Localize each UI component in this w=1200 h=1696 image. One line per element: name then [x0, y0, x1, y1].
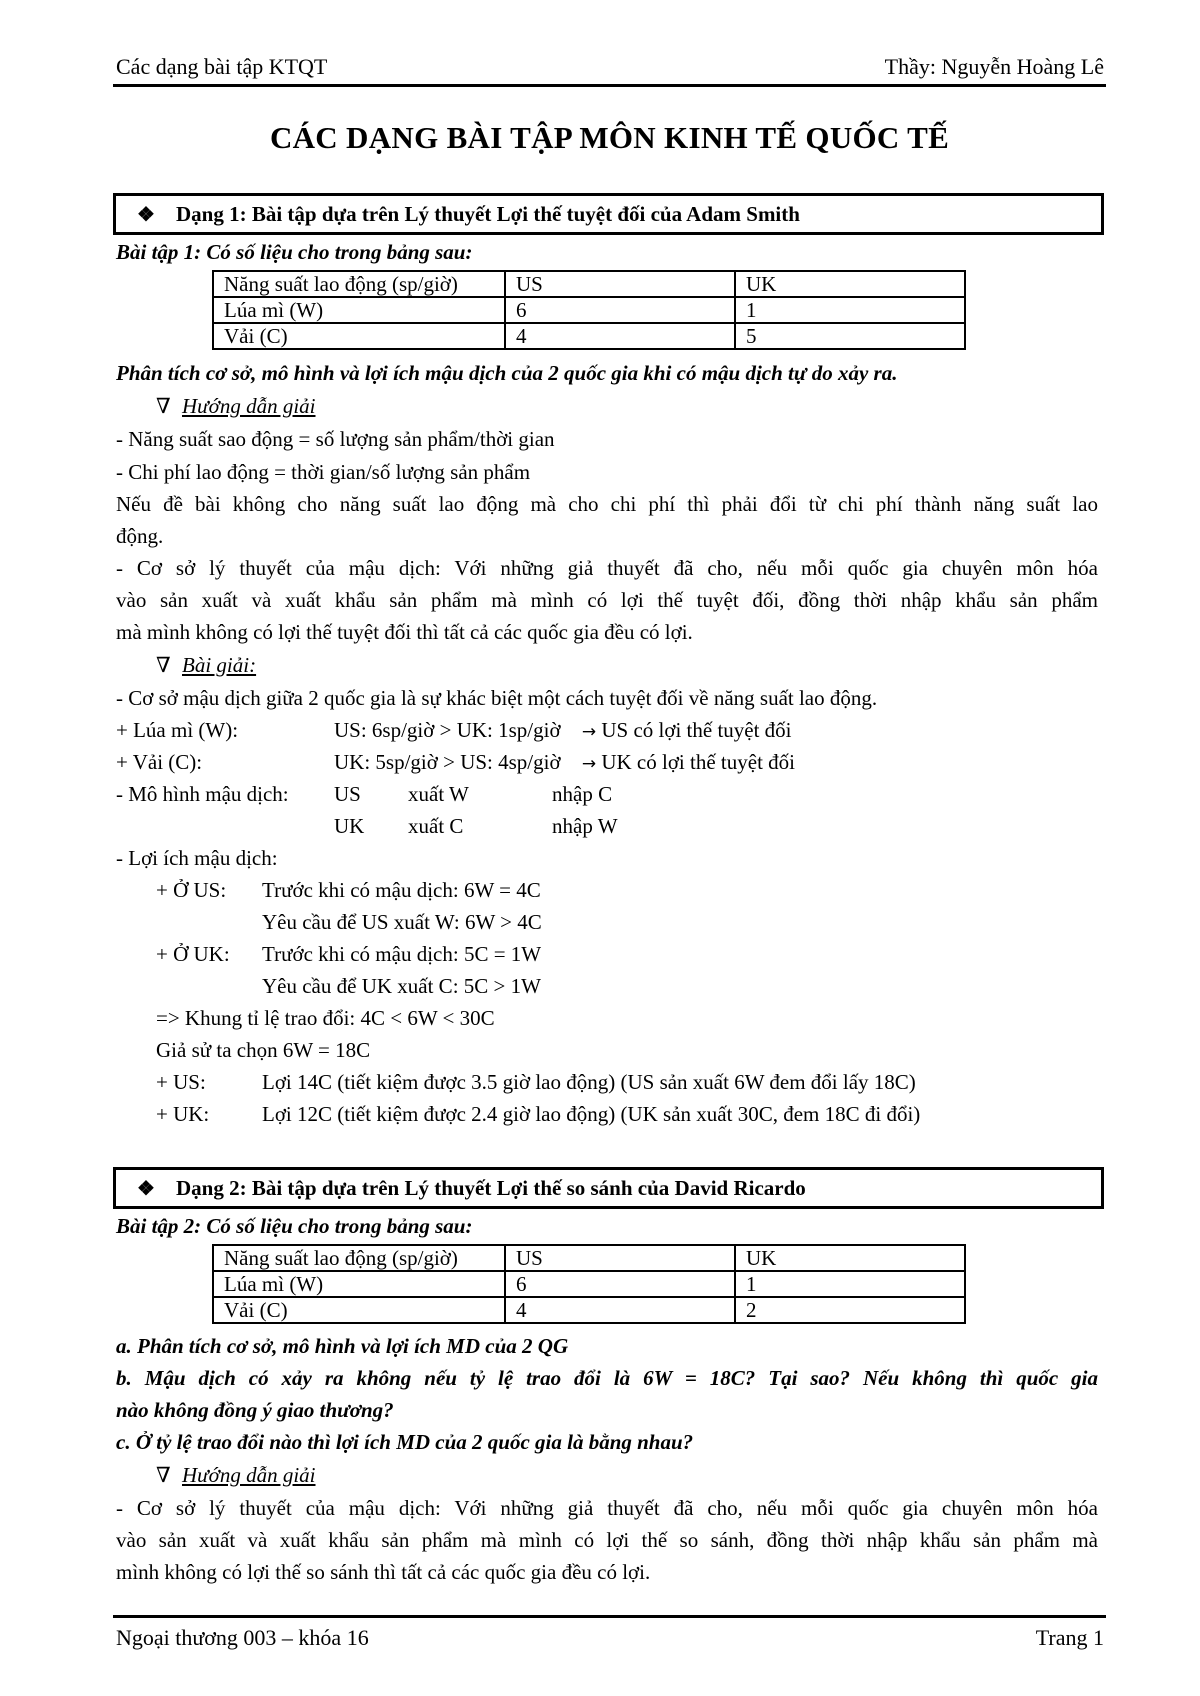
guide2-label: Hướng dẫn giải — [182, 1463, 316, 1487]
table-row — [213, 323, 965, 349]
table-cell: Vải (C) — [213, 323, 505, 349]
model-label: - Mô hình mậu dịch: — [116, 782, 289, 806]
table-cell: UK — [735, 271, 965, 297]
triangle-icon: ∇ — [156, 394, 171, 418]
model-import: nhập C — [552, 782, 613, 806]
header-rule — [113, 84, 1106, 87]
guide2-line: vào sản xuất và xuất khẩu sản phẩm mà mình có lợi thế so sánh, đồng thời nhập khẩu sản phẩm mà — [116, 1528, 1098, 1552]
table-row — [213, 297, 965, 323]
guide1-label: Hướng dẫn giải — [182, 394, 316, 418]
table-row — [213, 1297, 965, 1323]
guide1-line: - Cơ sở lý thuyết của mậu dịch: Với những giả thuyết đã cho, nếu mỗi quốc gia chuyên môn hóa — [116, 556, 1098, 580]
model-country: UK — [334, 814, 365, 838]
uk-line: Yêu cầu để UK xuất C: 5C > 1W — [262, 974, 541, 998]
header-right: Thầy: Nguyễn Hoàng Lê — [884, 54, 1104, 79]
exercise2-table — [212, 1244, 966, 1324]
table-cell: Lúa mì (W) — [213, 297, 505, 323]
table-cell: Năng suất lao động (sp/giờ) — [213, 1245, 505, 1271]
table-header-row — [213, 1245, 965, 1271]
exercise1-table — [212, 270, 966, 350]
solution1-label: Bài giải: — [182, 653, 257, 677]
table-cell: 6 — [505, 1271, 735, 1297]
exercise2-question: a. Phân tích cơ sở, mô hình và lợi ích MD của 2 QG — [116, 1334, 569, 1358]
table-cell: US — [505, 271, 735, 297]
table-cell: 1 — [735, 1271, 965, 1297]
model-import: nhập W — [552, 814, 618, 838]
arrow-right-icon: → — [581, 754, 597, 774]
guide1-line: - Năng suất sao động = số lượng sản phẩm/thời gian — [116, 427, 555, 451]
exercise2-question: c. Ở tỷ lệ trao đổi nào thì lợi ích MD của 2 quốc gia là bằng nhau? — [116, 1430, 694, 1454]
compare-result: US có lợi thế tuyệt đối — [601, 718, 792, 742]
compare-label: + Vải (C): — [116, 750, 203, 774]
table-row — [213, 1271, 965, 1297]
us-line: Yêu cầu để US xuất W: 6W > 4C — [262, 910, 542, 934]
solution1-intro: - Cơ sở mậu dịch giữa 2 quốc gia là sự khác biệt một cách tuyệt đối về năng suất lao động. — [116, 686, 878, 710]
section1-heading: Dạng 1: Bài tập dựa trên Lý thuyết Lợi thế tuyệt đối của Adam Smith — [176, 201, 800, 226]
benefit-label: - Lợi ích mậu dịch: — [116, 846, 278, 870]
triangle-icon: ∇ — [156, 653, 171, 677]
uk-label: + Ở UK: — [156, 942, 230, 966]
section1-heading-box — [113, 193, 1104, 235]
footer-left: Ngoại thương 003 – khóa 16 — [116, 1625, 369, 1650]
exchange-frame: => Khung tỉ lệ trao đổi: 4C < 6W < 30C — [156, 1006, 495, 1030]
table-cell: 6 — [505, 297, 735, 323]
table-cell: Năng suất lao động (sp/giờ) — [213, 271, 505, 297]
guide1-line: động. — [116, 524, 164, 548]
guide2-line: - Cơ sở lý thuyết của mậu dịch: Với những giả thuyết đã cho, nếu mỗi quốc gia chuyên môn hóa — [116, 1496, 1098, 1520]
table-cell: US — [505, 1245, 735, 1271]
page-title: CÁC DẠNG BÀI TẬP MÔN KINH TẾ QUỐC TẾ — [269, 120, 950, 155]
solution1-heading — [156, 653, 256, 678]
table-cell: Vải (C) — [213, 1297, 505, 1323]
exercise2-title: Bài tập 2: Có số liệu cho trong bảng sau: — [116, 1214, 473, 1238]
table-cell: 4 — [505, 1297, 735, 1323]
table-cell: Lúa mì (W) — [213, 1271, 505, 1297]
table-header-row — [213, 271, 965, 297]
header-left: Các dạng bài tập KTQT — [116, 54, 328, 79]
model-country: US — [334, 782, 361, 806]
table-cell: 1 — [735, 297, 965, 323]
gain-label: + US: — [156, 1070, 206, 1094]
exercise1-question: Phân tích cơ sở, mô hình và lợi ích mậu dịch của 2 quốc gia khi có mậu dịch tự do xảy ra. — [116, 361, 898, 385]
section2-heading-box — [113, 1167, 1104, 1209]
table-cell: 2 — [735, 1297, 965, 1323]
uk-line: Trước khi có mậu dịch: 5C = 1W — [262, 942, 542, 966]
table-cell: 5 — [735, 323, 965, 349]
exercise1-title: Bài tập 1: Có số liệu cho trong bảng sau: — [116, 240, 473, 264]
gain-label: + UK: — [156, 1102, 210, 1126]
gain-text: Lợi 12C (tiết kiệm được 2.4 giờ lao động) (UK sản xuất 30C, đem 18C đi đổi) — [262, 1102, 921, 1126]
guide2-line: mình không có lợi thế so sánh thì tất cả các quốc gia đều có lợi. — [116, 1560, 651, 1584]
guide1-heading — [156, 394, 316, 419]
page-number: Trang 1 — [1035, 1625, 1104, 1650]
compare-row — [116, 750, 202, 775]
guide1-line: vào sản xuất và xuất khẩu sản phẩm mà mình có lợi thế tuyệt đối, đồng thời nhập khẩu sản phẩm — [116, 588, 1098, 612]
exercise2-question: nào không đồng ý giao thương? — [116, 1398, 394, 1422]
gain-text: Lợi 14C (tiết kiệm được 3.5 giờ lao động) (US sản xuất 6W đem đổi lấy 18C) — [262, 1070, 916, 1094]
triangle-icon: ∇ — [156, 1463, 171, 1487]
footer-rule — [113, 1615, 1106, 1618]
us-line: Trước khi có mậu dịch: 6W = 4C — [262, 878, 541, 902]
table-cell: 4 — [505, 323, 735, 349]
us-label: + Ở US: — [156, 878, 227, 902]
section2-heading: Dạng 2: Bài tập dựa trên Lý thuyết Lợi thế so sánh của David Ricardo — [176, 1175, 806, 1200]
guide1-line: - Chi phí lao động = thời gian/số lượng sản phẩm — [116, 460, 531, 484]
assumption: Giả sử ta chọn 6W = 18C — [156, 1038, 371, 1062]
model-export: xuất W — [408, 782, 469, 806]
diamond-bullet-icon: ❖ — [137, 203, 155, 226]
model-export: xuất C — [408, 814, 464, 838]
guide1-line: mà mình không có lợi thế tuyệt đối thì tất cả các quốc gia đều có lợi. — [116, 620, 693, 644]
compare-row — [116, 718, 238, 743]
guide2-heading — [156, 1463, 316, 1488]
compare-result: UK có lợi thế tuyệt đối — [601, 750, 795, 774]
exercise2-question: b. Mậu dịch có xảy ra không nếu tỷ lệ trao đổi là 6W = 18C? Tại sao? Nếu không thì quốc gia — [116, 1366, 1098, 1390]
compare-text: UK: 5sp/giờ > US: 4sp/giờ → UK có lợi thế tuyệt đối — [334, 750, 795, 774]
diamond-bullet-icon: ❖ — [137, 1177, 155, 1200]
arrow-right-icon: → — [581, 722, 597, 742]
compare-text: US: 6sp/giờ > UK: 1sp/giờ → US có lợi thế tuyệt đối — [334, 718, 792, 742]
table-cell: UK — [735, 1245, 965, 1271]
guide1-line: Nếu đề bài không cho năng suất lao động mà cho chi phí thì phải đổi từ chi phí thành năng suất lao — [116, 492, 1098, 516]
compare-label: + Lúa mì (W): — [116, 718, 239, 742]
